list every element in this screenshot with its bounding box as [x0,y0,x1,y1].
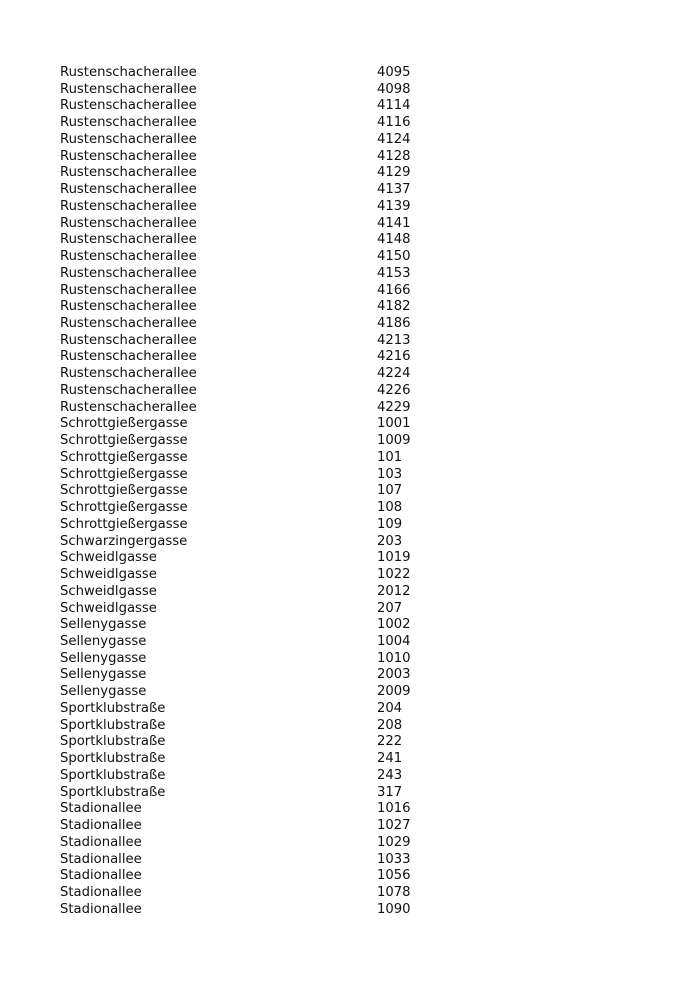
street-name-cell: Schweidlgasse [60,567,157,583]
number-cell: 4153 [377,265,411,281]
number-cell: 243 [377,767,403,783]
number-cell: 4186 [377,316,411,332]
street-name-cell: Sportklubstraße [60,784,166,800]
number-cell: 4229 [377,399,411,415]
street-name-cell: Rustenschacherallee [60,148,197,164]
number-cell: 1027 [377,818,411,834]
number-cell: 4150 [377,249,411,265]
street-name-cell: Rustenschacherallee [60,215,197,231]
street-name-cell: Stadionallee [60,801,142,817]
number-cell: 4095 [377,65,411,80]
street-name-cell: Rustenschacherallee [60,299,197,315]
street-name-cell: Sellenygasse [60,633,147,649]
table-row [60,433,440,450]
table-row [60,718,440,735]
street-name-cell: Stadionallee [60,868,142,884]
table-row [60,467,440,484]
table-row [60,768,440,785]
table-row [60,349,440,366]
street-name-cell: Rustenschacherallee [60,81,197,97]
street-name-cell: Rustenschacherallee [60,332,197,348]
street-name-cell: Rustenschacherallee [60,165,197,181]
number-cell: 1002 [377,617,411,633]
street-name-cell: Schrottgießergasse [60,466,188,482]
street-name-cell: Schwarzingergasse [60,533,188,549]
street-name-cell: Stadionallee [60,851,142,867]
street-name-cell: Rustenschacherallee [60,115,197,131]
number-cell: 4216 [377,349,411,365]
street-name-cell: Rustenschacherallee [60,282,197,298]
number-cell: 4226 [377,382,411,398]
table-row [60,416,440,433]
street-name-cell: Rustenschacherallee [60,198,197,214]
table-row [60,115,440,132]
number-cell: 1078 [377,884,411,900]
street-name-cell: Sellenygasse [60,684,147,700]
table-row [60,651,440,668]
number-cell: 1033 [377,851,411,867]
street-name-cell: Stadionallee [60,818,142,834]
number-cell: 107 [377,483,403,499]
number-cell: 4224 [377,366,411,382]
number-cell: 1016 [377,801,411,817]
table-row [60,534,440,551]
table-row [60,500,440,517]
table-row [60,82,440,99]
number-cell: 4139 [377,198,411,214]
number-cell: 1009 [377,433,411,449]
table-row [60,667,440,684]
table-row [60,165,440,182]
street-name-cell: Schrottgießergasse [60,449,188,465]
table-row [60,868,440,885]
table-row [60,383,440,400]
number-cell: 4166 [377,282,411,298]
number-cell: 208 [377,717,403,733]
number-cell: 4098 [377,81,411,97]
table-row [60,266,440,283]
table-row [60,550,440,567]
table-row [60,232,440,249]
number-cell: 4182 [377,299,411,315]
street-name-cell: Sellenygasse [60,650,147,666]
street-name-cell: Rustenschacherallee [60,265,197,281]
table-row [60,199,440,216]
number-cell: 103 [377,466,403,482]
table-row [60,567,440,584]
table-row [60,400,440,417]
street-name-cell: Sellenygasse [60,667,147,683]
table-row [60,601,440,618]
number-cell: 1004 [377,633,411,649]
street-name-cell: Schrottgießergasse [60,516,188,532]
table-row [60,734,440,751]
number-cell: 1010 [377,650,411,666]
street-name-cell: Rustenschacherallee [60,232,197,248]
number-cell: 108 [377,500,403,516]
street-name-cell: Stadionallee [60,834,142,850]
number-cell: 4114 [377,98,411,114]
number-cell: 241 [377,751,403,767]
street-name-cell: Rustenschacherallee [60,316,197,332]
number-cell: 1001 [377,416,411,432]
table-row [60,617,440,634]
number-cell: 207 [377,600,403,616]
street-name-cell: Rustenschacherallee [60,182,197,198]
street-name-cell: Sportklubstraße [60,767,166,783]
number-cell: 101 [377,449,403,465]
street-name-cell: Schweidlgasse [60,583,157,599]
table-row [60,299,440,316]
street-name-cell: Rustenschacherallee [60,98,197,114]
street-name-cell: Rustenschacherallee [60,382,197,398]
street-name-cell: Rustenschacherallee [60,366,197,382]
number-cell: 2003 [377,667,411,683]
table-row [60,450,440,467]
table-row [60,801,440,818]
number-cell: 4137 [377,182,411,198]
street-name-cell: Rustenschacherallee [60,131,197,147]
street-name-cell: Schrottgießergasse [60,500,188,516]
number-cell: 4124 [377,131,411,147]
table-row [60,216,440,233]
street-name-cell: Sportklubstraße [60,700,166,716]
number-cell: 4141 [377,215,411,231]
number-cell: 203 [377,533,403,549]
number-cell: 317 [377,784,403,800]
street-name-cell: Schweidlgasse [60,600,157,616]
table-row [60,818,440,835]
number-cell: 4148 [377,232,411,248]
table-row [60,584,440,601]
number-cell: 2012 [377,583,411,599]
table-row [60,902,440,919]
table-row [60,701,440,718]
table-row [60,684,440,701]
street-name-cell: Schrottgießergasse [60,483,188,499]
table-row [60,785,440,802]
street-name-cell: Sportklubstraße [60,751,166,767]
number-cell: 204 [377,700,403,716]
table-row [60,283,440,300]
street-name-cell: Sportklubstraße [60,734,166,750]
street-name-cell: Rustenschacherallee [60,65,197,80]
street-name-cell: Schrottgießergasse [60,416,188,432]
number-cell: 1029 [377,834,411,850]
number-cell: 4116 [377,115,411,131]
table-row [60,316,440,333]
table-row [60,852,440,869]
table-row [60,149,440,166]
table-row [60,182,440,199]
table-row [60,483,440,500]
street-name-cell: Schweidlgasse [60,550,157,566]
street-name-cell: Sellenygasse [60,617,147,633]
table-row [60,249,440,266]
street-name-cell: Rustenschacherallee [60,249,197,265]
table-row [60,634,440,651]
street-name-cell: Rustenschacherallee [60,399,197,415]
table-row [60,132,440,149]
street-name-cell: Rustenschacherallee [60,349,197,365]
table-row [60,333,440,350]
address-list [60,65,440,918]
table-row [60,751,440,768]
street-name-cell: Sportklubstraße [60,717,166,733]
street-name-cell: Schrottgießergasse [60,433,188,449]
number-cell: 4213 [377,332,411,348]
number-cell: 1056 [377,868,411,884]
street-name-cell: Stadionallee [60,901,142,917]
number-cell: 4128 [377,148,411,164]
table-row [60,885,440,902]
street-name-cell: Stadionallee [60,884,142,900]
table-row [60,65,440,82]
number-cell: 1022 [377,567,411,583]
number-cell: 2009 [377,684,411,700]
table-row [60,835,440,852]
table-row [60,98,440,115]
number-cell: 1090 [377,901,411,917]
number-cell: 1019 [377,550,411,566]
table-row [60,517,440,534]
table-row [60,366,440,383]
number-cell: 109 [377,516,403,532]
number-cell: 4129 [377,165,411,181]
number-cell: 222 [377,734,403,750]
